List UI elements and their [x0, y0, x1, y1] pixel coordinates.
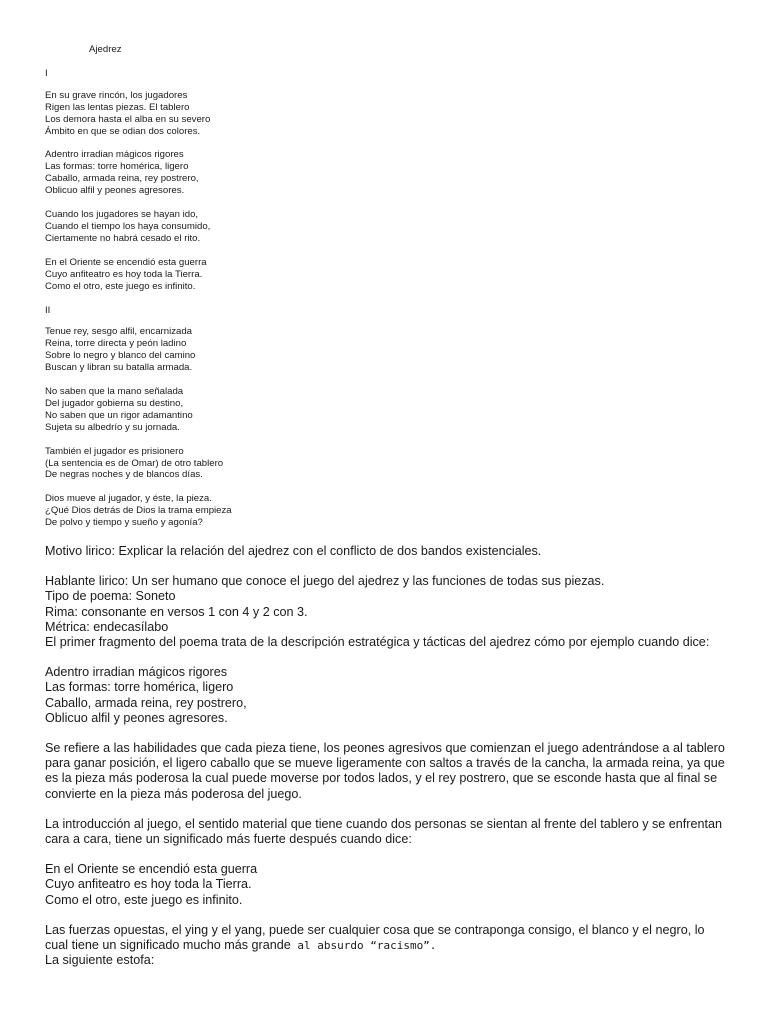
paragraph-line: convierte en la pieza más poderosa del juego. [45, 786, 302, 801]
intro-fragment: El primer fragmento del poema trata de la descripción estratégica y tácticas del ajedrez cómo por ejemplo cuando dice: [45, 635, 710, 650]
verse-line: (La sentencia es de Omar) de otro tablero [45, 457, 224, 469]
quote-line: Como el otro, este juego es infinito. [45, 892, 243, 907]
verse-line: Sujeta su albedrío y su jornada. [45, 421, 180, 433]
rima: Rima: consonante en versos 1 con 4 y 2 con 3. [45, 604, 308, 619]
section-numeral: I [45, 67, 48, 79]
poem-section-1 [45, 68, 445, 293]
stanza [45, 209, 445, 245]
siguiente-estrofa: La siguiente estofa: [45, 953, 155, 968]
stanza [45, 257, 445, 293]
quote-line: Cuyo anfiteatro es hoy toda la Tierra. [45, 877, 252, 892]
stanza [45, 90, 445, 138]
verse-line: Cuando los jugadores se hayan ido, [45, 209, 199, 221]
verse-line: Cuyo anfiteatro es hoy toda la Tierra. [45, 268, 203, 280]
verse-line: Rigen las lentas piezas. El tablero [45, 101, 190, 113]
verse-line: Buscan y libran su batalla armada. [45, 362, 193, 374]
verse-line: En el Oriente se encendió esta guerra [45, 256, 207, 268]
paragraph-line [45, 938, 735, 953]
verse-line: De negras noches y de blancos días. [45, 469, 203, 481]
stanza [45, 326, 445, 374]
verse-line: Adentro irradian mágicos rigores [45, 149, 184, 161]
quote-line: Las formas: torre homérica, ligero [45, 680, 234, 695]
stanza [45, 493, 445, 529]
verse-line: Ciertamente no habrá cesado el rito. [45, 232, 201, 244]
verse-line: ¿Qué Dios detrás de Dios la trama empieza [45, 505, 232, 517]
quote-line: Adentro irradian mágicos rigores [45, 665, 227, 680]
verse-line: Reina, torre directa y peón ladino [45, 338, 187, 350]
analysis-details [45, 574, 735, 650]
motivo-lirico: Motivo lirico: Explicar la relación del ajedrez con el conflicto de dos bandos existenciales. [45, 544, 542, 558]
verse-line: Las formas: torre homérica, ligero [45, 161, 189, 173]
hablante-lirico: Hablante lirico: Un ser humano que conoce el juego del ajedrez y las funciones de todas sus piezas. [45, 574, 605, 589]
verse-line: No saben que un rigor adamantino [45, 409, 193, 421]
section-numeral: II [45, 304, 51, 316]
verse-line: Los demora hasta el alba en su severo [45, 113, 211, 125]
verse-line: De polvo y tiempo y sueño y agonía? [45, 517, 203, 529]
quote-block [45, 665, 735, 726]
quote-line: En el Oriente se encendió esta guerra [45, 862, 258, 877]
metrica: Métrica: endecasílabo [45, 619, 169, 634]
verse-line: Dios mueve al jugador, y éste, la pieza. [45, 493, 212, 505]
paragraph [45, 817, 735, 847]
paragraph-line: Se refiere a las habilidades que cada pieza tiene, los peones agresivos que comienzan el juego adentrándose a al tablero [45, 741, 725, 756]
poem-title: Ajedrez [89, 44, 122, 55]
verse-line: Como el otro, este juego es infinito. [45, 280, 196, 292]
verse-line: No saben que la mano señalada [45, 386, 184, 398]
paragraph-text-mono: al absurdo “racismo”. [290, 939, 437, 953]
poem [45, 44, 445, 529]
tipo-poema: Tipo de poema: Soneto [45, 589, 176, 604]
paragraph-line: cara a cara, tiene un significado más fuerte después cuando dice: [45, 832, 412, 847]
verse-line: Oblicuo alfil y peones agresores. [45, 185, 185, 197]
verse-line: Tenue rey, sesgo alfil, encarnizada [45, 326, 193, 338]
stanza [45, 446, 445, 482]
paragraph-line: para ganar posición, el ligero caballo que se mueve ligeramente con saltos a través de la cancha, la armada reina, ya que [45, 756, 725, 771]
quote-line: Caballo, armada reina, rey postrero, [45, 695, 247, 710]
verse-line: Caballo, armada reina, rey postrero, [45, 173, 199, 185]
stanza [45, 149, 445, 197]
poem-section-2 [45, 305, 445, 530]
quote-line: Oblicuo alfil y peones agresores. [45, 710, 228, 725]
verse-line: Cuando el tiempo los haya consumido, [45, 220, 211, 232]
stanza [45, 386, 445, 434]
verse-line: Del jugador gobierna su destino, [45, 397, 184, 409]
verse-line: Ámbito en que se odian dos colores. [45, 125, 201, 137]
verse-line: También el jugador es prisionero [45, 445, 184, 457]
paragraph [45, 741, 735, 802]
paragraph-line: La introducción al juego, el sentido material que tiene cuando dos personas se sientan al frente del tablero y se enfrentan [45, 816, 723, 831]
poem-analysis [45, 544, 735, 968]
paragraph-text: cual tiene un significado mucho más grande [45, 938, 291, 953]
paragraph [45, 923, 735, 969]
verse-line: Sobre lo negro y blanco del camino [45, 350, 196, 362]
paragraph-line: Las fuerzas opuestas, el ying y el yang, puede ser cualquier cosa que se contraponga consigo, el blanco y el negro, lo [45, 922, 705, 937]
quote-block [45, 862, 735, 908]
paragraph-line: es la pieza más poderosa la cual puede moverse por todos lados, y el rey postrero, que se esconde hasta que al final se [45, 771, 718, 786]
verse-line: En su grave rincón, los jugadores [45, 89, 188, 101]
